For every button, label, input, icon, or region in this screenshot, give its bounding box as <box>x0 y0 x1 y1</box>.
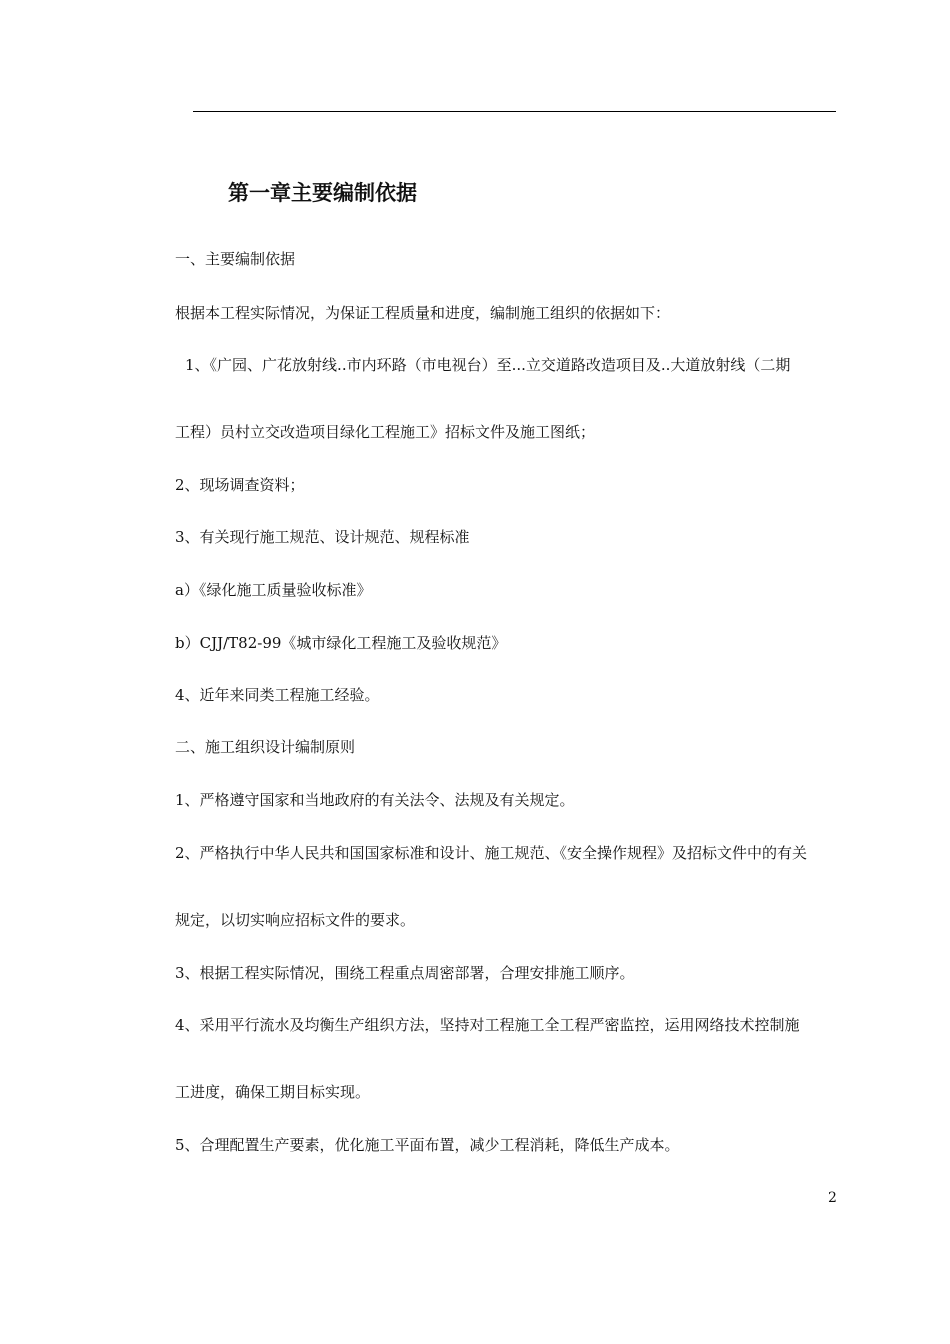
chapter-title: 第一章主要编制依据 <box>228 181 417 205</box>
principle-4-line-2: 工进度，确保工期目标实现。 <box>175 1083 371 1101</box>
principle-2-line-2: 规定，以切实响应招标文件的要求。 <box>175 911 416 929</box>
page-number: 2 <box>828 1190 837 1206</box>
principle-5: 5、合理配置生产要素，优化施工平面布置，减少工程消耗，降低生产成本。 <box>175 1136 680 1154</box>
principle-1: 1、严格遵守国家和当地政府的有关法令、法规及有关规定。 <box>175 791 575 809</box>
principle-4-line-1: 4、采用平行流水及均衡生产组织方法，坚持对工程施工全工程严密监控，运用网络技术控制施 <box>175 1016 800 1034</box>
list-item-3a: a）《绿化施工质量验收标准》 <box>175 581 372 599</box>
principle-2-line-1: 2、严格执行中华人民共和国国家标准和设计、施工规范、《安全操作规程》及招标文件中的有关 <box>175 844 808 862</box>
list-item-1-line-2: 工程）员村立交改造项目绿化工程施工》招标文件及施工图纸； <box>175 423 596 441</box>
list-item-3b: b）CJJ/T82-99《城市绿化工程施工及验收规范》 <box>175 634 507 652</box>
list-item-3: 3、有关现行施工规范、设计规范、规程标准 <box>175 528 470 546</box>
paragraph-intro: 根据本工程实际情况，为保证工程质量和进度，编制施工组织的依据如下： <box>175 304 671 322</box>
section-heading-basis: 一、主要编制依据 <box>175 250 296 268</box>
list-item-4: 4、近年来同类工程施工经验。 <box>175 686 380 704</box>
list-item-1-line-1: 1、《广园、广花放射线..市内环路（市电视台）至...立交道路改造项目及..大道放射线（二期 <box>185 356 791 374</box>
principle-3: 3、根据工程实际情况，围绕工程重点周密部署，合理安排施工顺序。 <box>175 964 635 982</box>
header-rule <box>193 111 836 112</box>
section-heading-principles: 二、施工组织设计编制原则 <box>175 738 356 756</box>
list-item-2: 2、现场调查资料； <box>175 476 305 494</box>
